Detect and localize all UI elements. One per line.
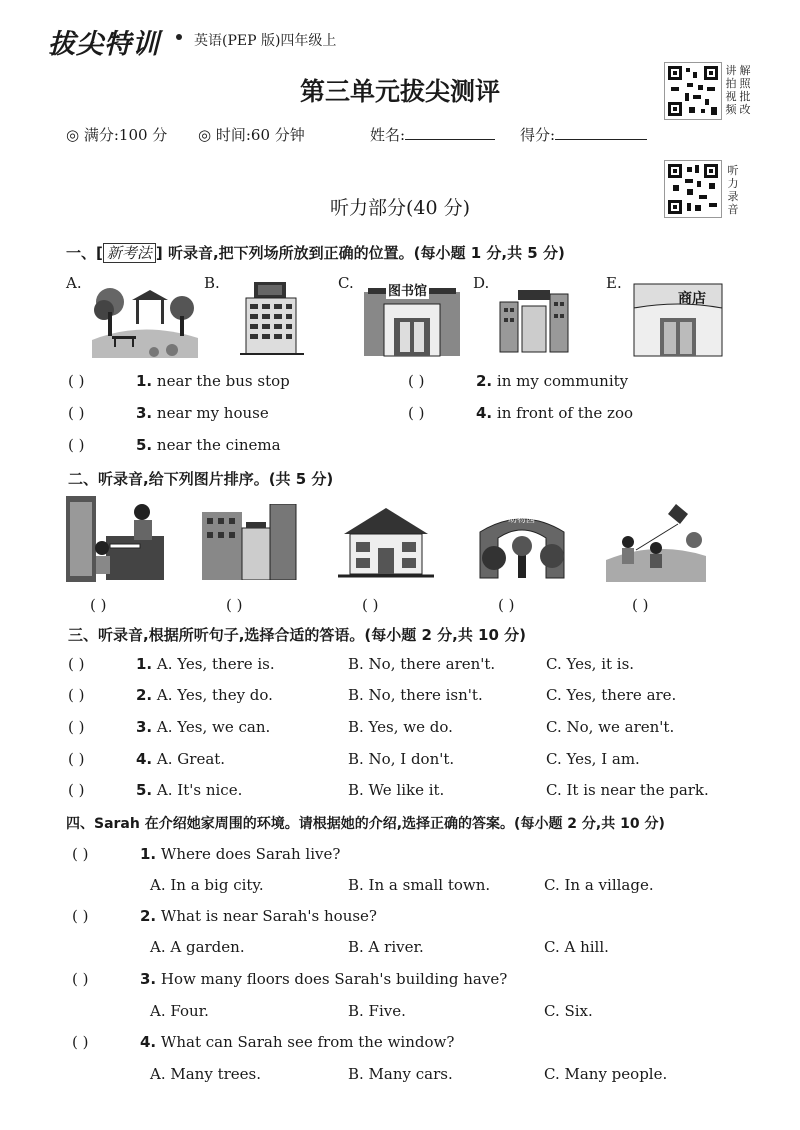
name-field[interactable]: 姓名: xyxy=(370,124,495,145)
p3-item-4-b[interactable]: B. No, I don't. xyxy=(348,750,455,768)
p3-item-3-c[interactable]: C. No, we aren't. xyxy=(546,718,675,736)
qr-code-icon xyxy=(665,63,721,119)
subject-label: 英语(PEP 版)四年级上 xyxy=(194,33,337,49)
part3-heading: 三、听录音,根据所听句子,选择合适的答语。(每小题 2 分,共 10 分) xyxy=(68,626,527,644)
p4-q1-b[interactable]: B. In a small town. xyxy=(348,876,491,894)
time-limit: ◎ 时间:60 分钟 xyxy=(198,126,305,144)
name-blank[interactable] xyxy=(405,125,495,140)
zoo-entrance-picture xyxy=(474,502,570,582)
p3-item-4[interactable]: ( ) 4. A. Great. xyxy=(68,750,226,768)
brand-logo: 拔尖特训 xyxy=(48,29,160,60)
p3-item-3-b[interactable]: B. Yes, we do. xyxy=(348,718,453,736)
p2-blank-3[interactable]: ( ) xyxy=(362,596,379,614)
p3-item-4-c[interactable]: C. Yes, I am. xyxy=(546,750,640,768)
pic-label-b: B. xyxy=(204,274,220,292)
shopping-scene-picture xyxy=(66,496,164,582)
p1-item-5[interactable]: ( ) 5. near the cinema xyxy=(68,436,281,454)
house-picture xyxy=(338,504,434,580)
page-title: 第三单元拔尖测评 xyxy=(299,77,500,106)
listening-section-title: 听力部分(40 分) xyxy=(329,197,471,219)
kite-flying-picture xyxy=(606,500,706,582)
p3-item-3[interactable]: ( ) 3. A. Yes, we can. xyxy=(68,718,271,736)
p4-question-3[interactable]: ( ) 3. How many floors does Sarah's building have? xyxy=(72,970,508,988)
qr-caption-col2: 解 照 批 改 xyxy=(739,64,751,116)
p3-item-5-b[interactable]: B. We like it. xyxy=(348,781,445,799)
p3-item-1-b[interactable]: B. No, there aren't. xyxy=(348,655,496,673)
p3-item-2-c[interactable]: C. Yes, there are. xyxy=(546,686,677,704)
p4-q2-c[interactable]: C. A hill. xyxy=(544,938,609,956)
school-gate-picture xyxy=(202,504,298,580)
p3-item-2[interactable]: ( ) 2. A. Yes, they do. xyxy=(68,686,273,704)
score-blank[interactable] xyxy=(555,125,647,140)
p1-item-4[interactable]: ( ) 4. in front of the zoo xyxy=(408,404,634,422)
zoo-gate-sign: 动物园 xyxy=(508,515,536,525)
p1-item-3[interactable]: ( ) 3. near my house xyxy=(68,404,269,422)
p4-q3-c[interactable]: C. Six. xyxy=(544,1002,593,1020)
qr-caption-col1: 讲 拍 视 频 xyxy=(725,64,737,116)
p4-q3-b[interactable]: B. Five. xyxy=(348,1002,406,1020)
full-score: ◎ 满分:100 分 xyxy=(66,126,168,144)
p4-q4-c[interactable]: C. Many people. xyxy=(544,1065,668,1083)
p2-blank-5[interactable]: ( ) xyxy=(632,596,649,614)
p2-blank-2[interactable]: ( ) xyxy=(226,596,243,614)
zoo-gate-picture xyxy=(498,284,570,356)
p4-q1-a[interactable]: A. In a big city. xyxy=(150,876,264,894)
park-picture xyxy=(92,280,198,358)
p4-q4-a[interactable]: A. Many trees. xyxy=(150,1065,261,1083)
library-picture xyxy=(364,278,460,358)
pic-label-c: C. xyxy=(338,274,354,292)
library-sign: 图书馆 xyxy=(386,280,429,299)
p1-item-1[interactable]: ( ) 1. near the bus stop xyxy=(68,372,290,390)
brand-separator xyxy=(176,34,182,40)
part1-heading: 一、[ 新考法 ] 听录音,把下列场所放到正确的位置。(每小题 1 分,共 5 分) xyxy=(66,244,565,262)
p4-q3-a[interactable]: A. Four. xyxy=(150,1002,209,1020)
shop-sign: 商店 xyxy=(678,291,706,307)
p3-item-1[interactable]: ( ) 1. A. Yes, there is. xyxy=(68,655,275,673)
qr-code-explain[interactable] xyxy=(664,62,722,120)
qr-caption-listening: 听 力 录 音 xyxy=(727,164,739,216)
p3-item-5-c[interactable]: C. It is near the park. xyxy=(546,781,709,799)
p4-q2-b[interactable]: B. A river. xyxy=(348,938,424,956)
p4-q2-a[interactable]: A. A garden. xyxy=(150,938,245,956)
pic-label-d: D. xyxy=(473,274,490,292)
p4-question-2[interactable]: ( ) 2. What is near Sarah's house? xyxy=(72,907,377,925)
p3-item-1-c[interactable]: C. Yes, it is. xyxy=(546,655,635,673)
part4-heading: 四、Sarah 在介绍她家周围的环境。请根据她的介绍,选择正确的答案。(每小题 2 分,共 10 分) xyxy=(66,816,665,832)
p4-question-4[interactable]: ( ) 4. What can Sarah see from the window? xyxy=(72,1033,455,1051)
p4-q4-b[interactable]: B. Many cars. xyxy=(348,1065,453,1083)
p4-q1-c[interactable]: C. In a village. xyxy=(544,876,654,894)
p4-question-1[interactable]: ( ) 1. Where does Sarah live? xyxy=(72,845,341,863)
p1-item-2[interactable]: ( ) 2. in my community xyxy=(408,372,629,390)
score-field[interactable]: 得分: xyxy=(520,124,647,145)
shop-picture xyxy=(632,280,724,358)
part2-heading: 二、听录音,给下列图片排序。(共 5 分) xyxy=(68,470,334,488)
p3-item-2-b[interactable]: B. No, there isn't. xyxy=(348,686,483,704)
pic-label-a: A. xyxy=(66,274,82,292)
office-building-picture xyxy=(240,280,304,358)
p2-blank-1[interactable]: ( ) xyxy=(90,596,107,614)
pic-label-e: E. xyxy=(606,274,622,292)
p3-item-5[interactable]: ( ) 5. A. It's nice. xyxy=(68,781,243,799)
new-question-type-tag: 新考法 xyxy=(103,243,156,263)
p2-blank-4[interactable]: ( ) xyxy=(498,596,515,614)
